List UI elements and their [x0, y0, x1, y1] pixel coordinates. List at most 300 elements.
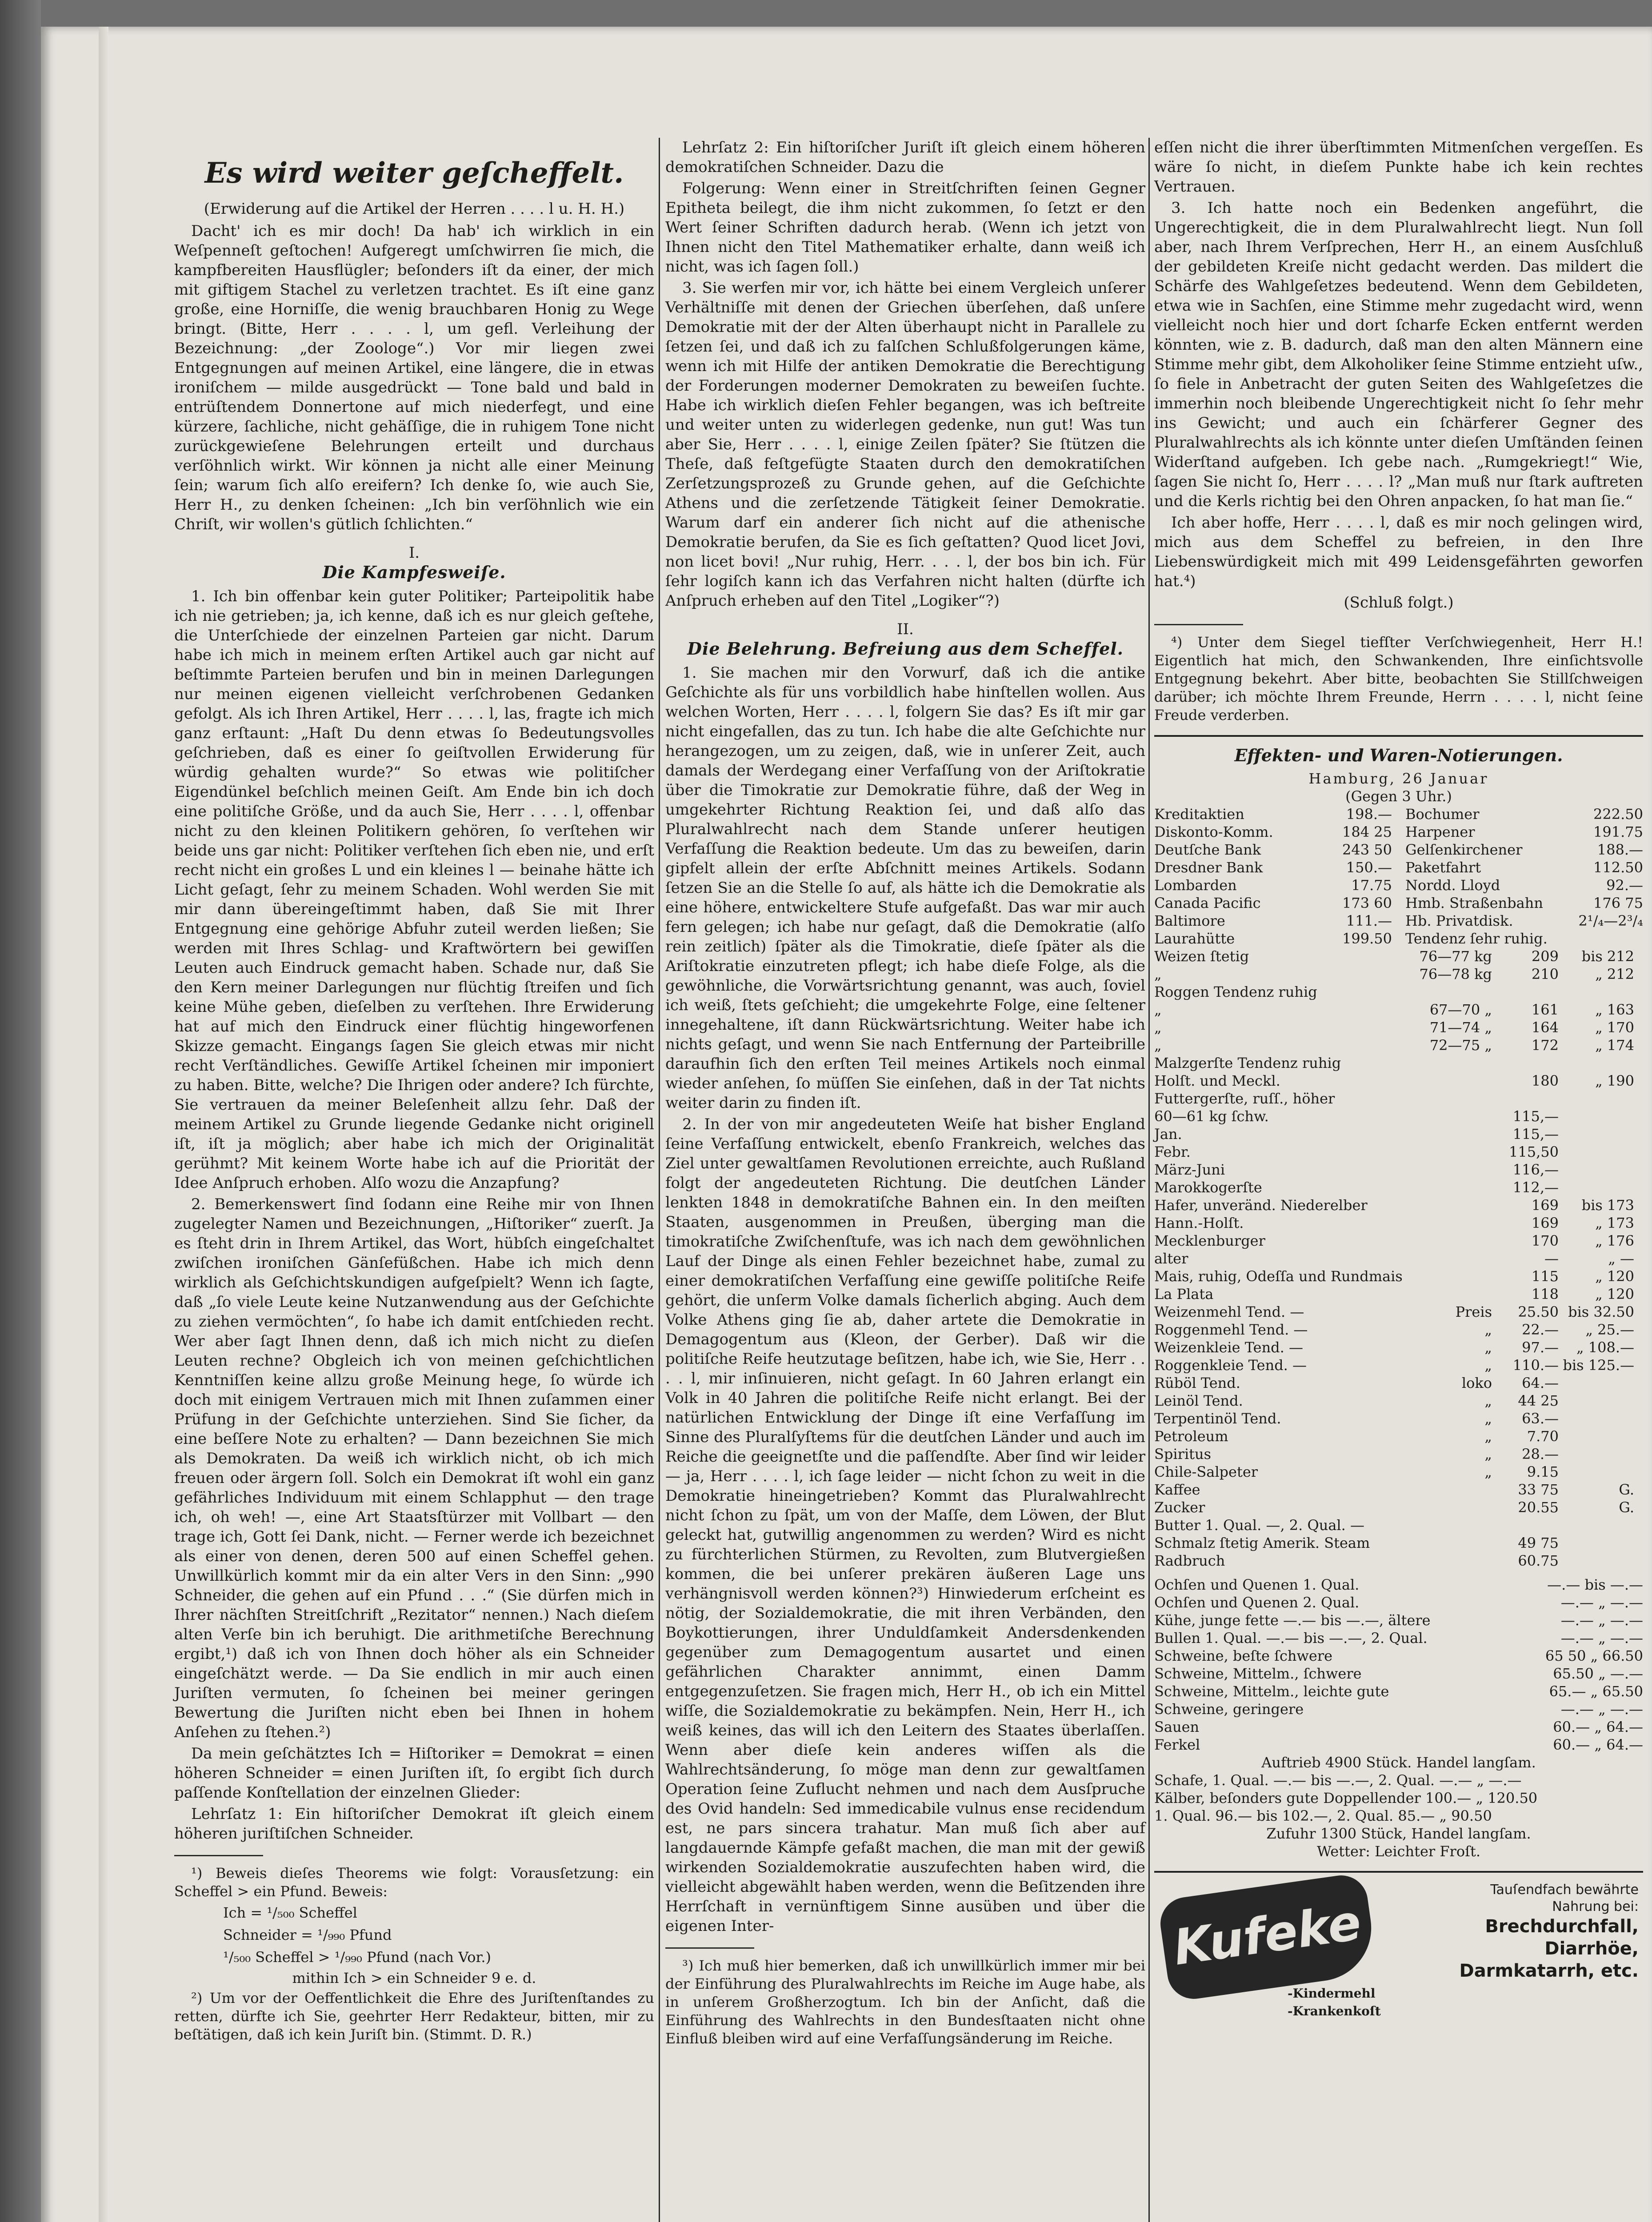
goods-cell: alter	[1154, 1250, 1188, 1267]
scan-edge	[0, 0, 41, 2222]
goods-cell	[1559, 1463, 1634, 1481]
stock-value: 176 75	[1593, 895, 1643, 911]
goods-cell: 164	[1531, 1019, 1559, 1036]
column-1	[174, 138, 654, 2046]
goods-cell	[1403, 1552, 1492, 1570]
column-rule	[659, 138, 660, 2222]
footnote-divider	[665, 1947, 754, 1949]
footnote-divider	[174, 1855, 263, 1856]
intro-paragraph: Dacht' ich es mir doch! Da hab' ich wirklich in ein Weſpenneſt geſtochen! Aufgeregt umſchwirren ſie mich, die kampfbereiten Hausflügler; beſonders iſt da einer, der mich mit giftigem Stachel zu verletzen trachtet. Es iſt eine ganz große, eine Horniſſe, die wenig brauchbaren Honig zu Wege bringt. (Bitte, Herr . . . . l, um gefl. Verleihung der Bezeichnung: „der Zoologe“.) Vor mir liegen zwei Entgegnungen auf meinen Artikel, eine längere, die in etwas ironiſchem — milde ausgedrückt — Tone bald und bald in entrüſtendem Donnertone auf mich niederfegt, und eine kürzere, ſachliche, nicht gehäſſige, die in ruhigem Tone nicht zurückgewieſene Belehrungen erteilt und durchaus verſöhnlich wirkt. Wir können ja nicht alle einer Meinung ſein; warum ſich alſo ereifern? Ich denke ſo, wie auch Sie, Herr H., zu denken ſcheinen: „Ich bin verſöhnlich wie ein Chriſt, wir wollen's gütlich ſchlichten.“	[174, 222, 654, 533]
auftrieb-line	[1154, 1754, 1643, 1771]
cattle-price: —.— „ —.—	[1560, 1612, 1643, 1629]
goods-cell	[1403, 1250, 1492, 1267]
goods-cell: „ 120	[1595, 1268, 1634, 1285]
stock-row	[1154, 894, 1392, 912]
goods-row	[1154, 947, 1643, 965]
cattle-name: Ochſen und Quenen 2. Qual.	[1154, 1594, 1360, 1611]
section-2-number: II.	[897, 620, 914, 638]
cattle-name: Schweine, beſte ſchwere	[1154, 1647, 1333, 1664]
ad-line: Diarrhöe,	[1544, 1938, 1639, 1959]
goods-cell	[1492, 983, 1559, 1001]
goods-cell: „	[1484, 1339, 1492, 1356]
goods-row	[1154, 1179, 1643, 1196]
goods-cell: 64.—	[1522, 1375, 1559, 1391]
goods-cell: 28.—	[1522, 1446, 1559, 1463]
goods-cell: Hafer, unveränd. Niederelber	[1154, 1197, 1368, 1214]
cattle-name: Kühe, junge fette —.— bis —.—, ältere	[1154, 1612, 1431, 1629]
footnote-formula: ¹/₅₀₀ Scheffel > ¹/₉₉₀ Pfund (nach Vor.)	[223, 1949, 491, 1966]
goods-row	[1154, 1054, 1643, 1072]
goods-cell: Preis	[1455, 1303, 1492, 1320]
goods-row	[1154, 1161, 1643, 1179]
footnote-divider	[1154, 624, 1243, 625]
newspaper-page	[41, 27, 1652, 2222]
goods-cell	[1403, 1267, 1492, 1285]
goods-cell: „ 25.—	[1585, 1321, 1634, 1338]
goods-row	[1154, 1232, 1643, 1250]
goods-cell	[1403, 1196, 1492, 1214]
stock-value: 184 25	[1342, 823, 1392, 840]
cattle-name: Schweine, geringere	[1154, 1701, 1304, 1718]
footnote: ³) Ich muß hier bemerken, daß ich unwillkürlich immer mir bei der Einführung des Pluralwahlrechts im Reiche im Auge habe, als in unſerem Großherzogtum. Ich bin der Anſicht, daß die Einführung des Wahlrechts in den Bundesſtaaten nicht ohne Einfluß bleiben wird auf eine Verfaſſungsänderung im Reiche.	[665, 1957, 1145, 2047]
cattle-name: Ferkel	[1154, 1736, 1200, 1753]
goods-cell	[1403, 1090, 1492, 1107]
calves-text: 1. Qual. 96.— bis 102.—, 2. Qual. 85.— „ 90.50	[1154, 1807, 1492, 1824]
cattle-row	[1154, 1682, 1643, 1700]
goods-cell	[1403, 1072, 1492, 1090]
goods-cell: 209	[1531, 948, 1559, 965]
goods-row	[1154, 1445, 1643, 1463]
goods-cell: 22.—	[1522, 1321, 1559, 1338]
goods-cell: „	[1484, 1446, 1492, 1463]
cattle-row	[1154, 1665, 1643, 1682]
body-paragraph: 2. In der von mir angedeuteten Weiſe hat bisher England ſeine Verfaſſung entwickelt, ebenſo Frankreich, welches das Ziel unter gewaltſamen Revolutionen erreichte, auch Rußland folgt der angedeuteten Richtung. Die deutſchen Länder lenkten 1848 in demokratiſche Bahnen ein. In den meiſten Staaten, ausgenommen in Preußen, überging man die timokratiſche Zwiſchenſtufe, was ich nach dem gewöhnlichen Lauf der Dinge als einen Fehler bezeichnet habe, zumal zu einer demokratiſchen Verfaſſung eine gewiſſe politiſche Reife gehört, die unſerm Volke damals ſicherlich abging. Auch dem Volke Athens ging ſie ab, daher artete die Demokratie in Demagogentum aus (Kleon, der Gerber). Daß wir die politiſche Reife heutzutage beſitzen, habe ich, wie Sie, Herr . . . . l, mir inſinuieren, nicht geſagt. In 60 Jahren erlangt ein Volk in 40 Jahren die politiſche Reife nicht erlangt. Bei der natürlichen Entwicklung der Dinge iſt eine Verfaſſung im Sinne des Pluralſyſtems für die deutſchen Länder und auch im Reiche die geeignetſte und die paſſendſte. Aber ſind wir leider — ja, Herr . . . . l, ich ſage leider — nicht ſchon zu weit in die Demokratie hineingetrieben? Kommt das Pluralwahlrecht nicht ſchon zu ſpät, um von der Maſſe, dem Löwen, der Blut geleckt hat, gutwillig angenommen zu werden? Wird es nicht zu fürchterlichen Stürmen, zu Revolten, zum Blutvergießen kommen, die bei unſerer prekären äußeren Lage uns verhängnisvoll werden können?³) Hinwiederum erſcheint es nötig, der Sozialdemokratie, die mit ihren Verbänden, den Boykottierungen, ihrer Unduldſamkeit Andersdenkenden gegenüber zum Demagogentum ausartet und einen gefährlichen Charakter annimmt, einen Damm entgegenzuſetzen. Sie fragen mich, Herr H., ob ich ein Mittel wiſſe, die Sozialdemokratie zu bekämpfen. Nein, Herr H., ich weiß keines, das will ich den Leitern des Staates überlaſſen. Wenn aber dieſe kein anderes wiſſen als die Wahlrechtsänderung, ſo möge man denn zur gewaltſamen Operation ſeine Zuflucht nehmen und nach dem Ausſpruche des Ovid handeln: Sed immedicabile vulnus ense recidendum est, ne pars sincera trahatur. Man muß ſich aber auf langdauernde Kämpfe gefaßt machen, die man mit der gewiß wirkenden Sozialdemokratie auszufechten haben wird, die vielleicht abgewählt haben werden, wenn die Beſitzenden ihre Herrſchaft in vernünftigem Sinne ausüben und über die eigenen Inter-	[665, 1115, 1145, 1935]
goods-row	[1154, 1410, 1643, 1427]
stock-row	[1405, 823, 1643, 841]
goods-cell: 72—75 „	[1429, 1037, 1492, 1054]
body-paragraph: 1. Sie machen mir den Vorwurf, daß ich die antike Geſchichte als für uns vorbildlich habe hinſtellen wollen. Aus welchen Worten, Herr . . . . l, folgern Sie das? Es iſt mir gar nicht eingefallen, das zu tun. Ich habe die alte Geſchichte nur herangezogen, um zu zeigen, daß, wie in unſerer Zeit, auch damals der Werdegang einer Verfaſſung von der Ariſtokratie über die Timokratie zur Demokratie führe, daß der Weg in umgekehrter Richtung Reaktion ſei, und daß alſo das Pluralwahlrecht nach dem Stande unſerer heutigen Verfaſſung die Reaktion bedeute. Um das zu beweiſen, darin gipfelt allein der erſte Abſchnitt meines Artikels. Sodann ſetzen Sie an die Stelle ſo auf, als hätte ich die Demokratie als eine höhere, entwickeltere Stufe aufgefaßt. Das war mir auch fern gelegen; ich habe nur geſagt, daß die Demokratie (alſo rein zeitlich) ſpäter als die Timokratie, dieſe ſpäter als die Ariſtokratie einzutreten pflegt; ich habe dieſe Folge, als die gewöhnliche, die Vorwärtsrichtung genannt, was auch, ſoviel ich weiß, ſtets geſchieht; die umgekehrte Folge, eine ſeltener innegehaltene, iſt dann Rückwärtsrichtung. Weiter habe ich nichts geſagt, und wenn Sie nach Entfernung der Parteibrille daraufhin ſich den erſten Teil meines Artikels noch einmal wieder anſehen, ſo müſſen Sie einſehen, daß in der Tat nichts weiter darin zu finden iſt.	[665, 664, 1145, 1112]
sheep-text: Schafe, 1. Qual. —.— bis —.—, 2. Qual. —.— „ —.—	[1154, 1772, 1522, 1789]
goods-row	[1154, 1214, 1643, 1232]
goods-cell	[1559, 1534, 1634, 1552]
stock-row	[1154, 823, 1392, 841]
goods-row	[1154, 1374, 1643, 1392]
goods-cell: Futtergerſte, ruſſ., höher	[1154, 1090, 1335, 1107]
goods-row	[1154, 1392, 1643, 1410]
goods-row	[1154, 983, 1643, 1001]
stock-name: Diskonto-Komm.	[1154, 823, 1273, 840]
goods-cell: Leinöl Tend.	[1154, 1392, 1243, 1409]
zufuhr-text: Zufuhr 1300 Stück, Handel langſam.	[1266, 1825, 1531, 1842]
goods-cell: 67—70 „	[1429, 1001, 1492, 1018]
goods-cell: Rüböl Tend.	[1154, 1375, 1240, 1391]
goods-cell: 161	[1531, 1001, 1559, 1018]
ad-line: Darmkatarrh, etc.	[1459, 1961, 1639, 1981]
stock-value: 199.50	[1342, 930, 1392, 947]
stock-row	[1154, 876, 1392, 894]
cattle-price: —.— „ —.—	[1560, 1630, 1643, 1647]
body-paragraph: Da mein geſchätztes Ich = Hiſtoriker = Demokrat = einen höheren Schneider = einen Juriſten iſt, ſo ergibt ſich durch paſſende Konſtellation der einzelnen Glieder:	[174, 1745, 654, 1802]
goods-cell: 9.15	[1527, 1463, 1559, 1480]
goods-cell: Chile-Salpeter	[1154, 1463, 1258, 1480]
goods-cell: 115	[1531, 1268, 1559, 1285]
goods-cell: „	[1154, 966, 1162, 983]
section-1-number: I.	[408, 544, 420, 562]
goods-row	[1154, 1036, 1643, 1054]
goods-cell: Jan.	[1154, 1126, 1182, 1143]
goods-cell: 60.75	[1518, 1552, 1559, 1569]
stock-name: Laurahütte	[1154, 930, 1235, 947]
body-paragraph: Lehrſatz 1: Ein hiſtoriſcher Demokrat iſt gleich einem höheren juriſtiſchen Schneider.	[174, 1805, 654, 1842]
goods-cell: G.	[1619, 1499, 1634, 1516]
footnote-formula: Schneider = ¹/₉₉₀ Pfund	[223, 1926, 392, 1943]
ad-divider	[1154, 1871, 1643, 1873]
goods-cell: 49 75	[1518, 1535, 1559, 1551]
goods-cell: „ 108.—	[1576, 1339, 1634, 1356]
goods-row	[1154, 1125, 1643, 1143]
goods-cell: 115,—	[1512, 1126, 1559, 1143]
goods-row	[1154, 1196, 1643, 1214]
cattle-price: —.— „ —.—	[1560, 1594, 1643, 1611]
goods-cell: 170	[1531, 1232, 1559, 1249]
goods-row	[1154, 1250, 1643, 1267]
calves-line	[1154, 1807, 1643, 1825]
goods-cell: Roggenkleie Tend. —	[1154, 1357, 1307, 1374]
goods-row	[1154, 1427, 1643, 1445]
goods-cell: 115,50	[1509, 1143, 1559, 1160]
auftrieb-text: Auftrieb 4900 Stück. Handel langſam.	[1261, 1754, 1536, 1771]
cattle-price: —.— „ —.—	[1560, 1701, 1643, 1718]
goods-row	[1154, 1285, 1643, 1303]
body-paragraph: Lehrſatz 2: Ein hiſtoriſcher Juriſt iſt gleich einem höheren demokratiſchen Schneider. Dazu die	[665, 139, 1145, 176]
goods-cell: bis 125.—	[1563, 1357, 1634, 1374]
goods-row	[1154, 965, 1643, 983]
to-be-continued: (Schluß folgt.)	[1344, 594, 1454, 611]
goods-cell: Radbruch	[1154, 1552, 1225, 1569]
cattle-name: Bullen 1. Qual. —.— bis —.—, 2. Qual.	[1154, 1630, 1428, 1647]
goods-cell	[1492, 1516, 1559, 1534]
cattle-row	[1154, 1611, 1643, 1629]
cattle-row	[1154, 1700, 1643, 1718]
goods-cell	[1559, 1143, 1634, 1161]
stock-name: Dresdner Bank	[1154, 859, 1263, 876]
goods-cell: Weizenmehl Tend. —	[1154, 1303, 1304, 1320]
goods-row	[1154, 1267, 1643, 1285]
goods-cell: „ 176	[1595, 1232, 1634, 1249]
cattle-row	[1154, 1594, 1643, 1611]
ad-subline: -Krankenkoſt	[1288, 2004, 1381, 2018]
goods-row	[1154, 1463, 1643, 1481]
goods-cell: 169	[1531, 1197, 1559, 1214]
stock-row	[1154, 930, 1392, 947]
kufeke-logo: Kufeke	[1157, 1872, 1378, 2002]
section-divider	[1154, 735, 1643, 737]
goods-cell	[1559, 983, 1634, 1001]
stock-row	[1405, 930, 1643, 947]
goods-cell: „	[1484, 1357, 1492, 1374]
column-3	[1154, 138, 1643, 2028]
goods-cell	[1403, 1125, 1492, 1143]
goods-cell	[1403, 1232, 1492, 1250]
goods-cell: G.	[1619, 1481, 1634, 1498]
cattle-row	[1154, 1736, 1643, 1754]
goods-cell: 76—78 kg	[1419, 966, 1492, 983]
ad-line: Tauſendfach bewährte	[1490, 1882, 1639, 1898]
market-place-date-text: Hamburg, 26 Januar	[1308, 770, 1489, 787]
stock-value: 222.50	[1593, 806, 1643, 823]
goods-cell: 115,—	[1512, 1108, 1559, 1125]
goods-cell: „ 174	[1595, 1037, 1634, 1054]
goods-row	[1154, 1339, 1643, 1356]
stock-row	[1405, 805, 1643, 823]
stock-row	[1405, 912, 1643, 930]
stock-name: Gelſenkirchener	[1405, 841, 1523, 858]
goods-cell	[1492, 1054, 1559, 1072]
calves-line	[1154, 1789, 1643, 1807]
goods-cell: 76—77 kg	[1419, 948, 1492, 965]
goods-row	[1154, 1552, 1643, 1570]
body-paragraph: 3. Ich hatte noch ein Bedenken angeführt, die Ungerechtigkeit, die in dem Pluralwahlrecht liegt. Nun ſoll aber, nach Ihrem Verſprechen, Herr H., an einem Ausſchluß der gebildeten Kreiſe nicht gedacht werden. Das mildert die Schärfe des Wahlgeſetzes bedeutend. Wenn dem Gebildeten, etwa wie in Sachſen, eine Stimme mehr zugedacht wird, wenn vielleicht noch hier und dort ſcharfe Ecken entfernt werden könnten, wie z. B. dadurch, daß man den alten Männern eine Stimme mehr gibt, dem Alkoholiker ſeine Stimme entzieht uſw., ſo fiele in Anbetracht der guten Seiten des Wahlgeſetzes die immerhin noch bleibende Ungerechtigkeit nicht ſo ſehr mehr ins Gewicht; und auch ein ſchärferer Gegner des Pluralwahlrechts als ich könnte unter dieſen Umſtänden ſeinen Widerſtand aufgeben. Ich gebe nach. „Rumgekriegt!“ Wie, ſagen Sie nicht ſo, Herr . . . . l? „Man muß nur ſtark auftreten und die Kerls richtig bei den Ohren anpacken, ſo hat man ſie.“	[1154, 199, 1643, 510]
goods-cell: „ 120	[1595, 1286, 1634, 1303]
ad-line: Brechdurchfall,	[1485, 1916, 1639, 1937]
goods-cell: „	[1154, 1037, 1162, 1054]
body-paragraph: 3. Sie werfen mir vor, ich hätte bei einem Vergleich unſerer Verhältniſſe mit denen der Griechen überſehen, daß unſere Demokratie mit der der Alten überhaupt nicht in Parallele zu ſetzen ſei, und daß ich zu falſchen Schlußfolgerungen käme, wenn ich mit Hilfe der antiken Demokratie die Berechtigung der Forderungen moderner Demokraten zu beweiſen ſuchte. Habe ich wirklich dieſen Fehler begangen, was ich beſtreite und weiter unten zu widerlegen gedenke, nun gut! Was tun aber Sie, Herr . . . . l, einige Zeilen ſpäter? Sie ſtützen die Theſe, daß feſtgefügte Staaten durch den demokratiſchen Zerſetzungsprozeß zu Grunde gehen, auf die Geſchichte Athens und die zerſetzende Tätigkeit ſeiner Demokratie. Warum darf ein anderer ſich nicht auf die athenische Demokratie berufen, da Sie es ſich geſtatten? Quod licet Jovi, non licet bovi! „Nur ruhig, Herr. . . . l, der bos bin ich. Für ſehr logiſch kann ich das Verfahren nicht halten (dürfte ich Anſpruch erheben auf den Titel „Logiker“?)	[665, 279, 1145, 610]
goods-row	[1154, 1499, 1643, 1516]
goods-cell: 110.—	[1512, 1357, 1559, 1374]
stock-row	[1405, 841, 1643, 859]
stock-name: Nordd. Lloyd	[1405, 877, 1500, 894]
advertisement	[1154, 1882, 1643, 2028]
stock-name: Harpener	[1405, 823, 1475, 840]
goods-row	[1154, 1516, 1643, 1534]
column-2	[665, 138, 1145, 2050]
goods-cell: „ 173	[1595, 1215, 1634, 1231]
goods-row	[1154, 1090, 1643, 1107]
goods-cell: „ 212	[1595, 966, 1634, 983]
stock-name: Baltimore	[1154, 912, 1225, 929]
goods-cell: „	[1154, 1019, 1162, 1036]
cattle-name: Schweine, Mittelm., leichte gute	[1154, 1683, 1389, 1700]
goods-cell: Zucker	[1154, 1499, 1205, 1516]
goods-cell: —	[1544, 1250, 1559, 1267]
goods-cell: 118	[1531, 1286, 1559, 1303]
goods-cell: Roggenmehl Tend. —	[1154, 1321, 1308, 1338]
goods-row	[1154, 1143, 1643, 1161]
footnote-formula: Ich = ¹/₅₀₀ Scheffel	[223, 1904, 357, 1921]
market-place-date	[1154, 770, 1643, 787]
goods-cell	[1559, 1054, 1634, 1072]
goods-cell: 180	[1531, 1072, 1559, 1089]
goods-cell: bis 32.50	[1568, 1303, 1634, 1320]
goods-cell: Holſt. und Meckl.	[1154, 1072, 1280, 1089]
goods-cell: „ —	[1608, 1250, 1634, 1267]
cattle-row	[1154, 1718, 1643, 1736]
body-paragraph: 1. Ich bin offenbar kein guter Politiker; Parteipolitik habe ich nie getrieben; ja, ich kenne, daß ich es nur gleich geſtehe, die Unterſchiede der einzelnen Parteien gar nicht. Darum habe ich mich in meinem erſten Artikel auch gar nicht auf beſtimmte Parteien berufen und bin in meinen Darlegungen nur meinen eigenen vielleicht verſchrobenen Gedanken gefolgt. Als ich Ihren Artikel, Herr . . . . l, las, fragte ich mich ganz erſtaunt: „Haſt Du denn etwas ſo Bedeutungsvolles geſchrieben, daß es einer ſo geiſtvollen Erwiderung für würdig gehalten wurde?“ So etwas wie politiſcher Eigendünkel beſchlich meinen Geiſt. Am Ende bin ich doch eine politiſche Größe, und da auch Sie, Herr . . . . l, offenbar nicht zu den kleinen Politikern gehören, ſo verſtehen wir beide uns gar nicht: Politiker verſtehen ſich eben nie, und erſt recht nicht ein großes L und ein kleines l — beinahe hätte ich Licht geſagt, ſehr zu meinem Schaden. Wohl werden Sie mit mir dann übereingeſtimmt haben, daß Sie mit Ihrer Entgegnung eine gehörige Abfuhr zuteil werden ließen; Sie werden mit Ihres Schlag- und Kraftwörtern bei gewiſſen Leuten auch Eindruck gemacht haben. Schade nur, daß Sie den Kern meiner Darlegungen nur flüchtig ſtreifen und ſich keine Mühe geben, dieſelben zu verſtehen. Ihre Erwiderung hat auf mich den Eindruck einer flüchtig hingeworfenen Skizze gemacht. Eingangs ſagen Sie gleich etwas mir nicht recht Verſtändliches. Gewiſſe Artikel ſcheinen mir imponiert zu haben. Bitte, welche? Die Ihrigen oder andere? Ich fürchte, Sie vertrauen da meiner Beleſenheit allzu ſehr. Daß der meinem Artikel zu Grunde liegende Gedanke nicht originell iſt, iſt ja möglich; aber habe ich mich der Originalität gerühmt? Mit keinem Worte habe ich auf die Priorität der Idee Anſpruch erhoben. Alſo wozu die Anzapfung?	[174, 587, 654, 1192]
goods-cell	[1559, 1516, 1634, 1534]
goods-cell	[1403, 1516, 1492, 1534]
goods-cell: „	[1484, 1428, 1492, 1445]
goods-cell	[1403, 1054, 1492, 1072]
stock-value: 243 50	[1342, 841, 1392, 858]
goods-cell: Kaffee	[1154, 1481, 1200, 1498]
calves-text: Kälber, beſonders gute Doppellender 100.— „ 120.50	[1154, 1790, 1538, 1806]
goods-cell: „	[1484, 1463, 1492, 1480]
cattle-price: —.— bis —.—	[1547, 1576, 1643, 1593]
goods-cell: loko	[1461, 1375, 1492, 1391]
market-title: Effekten- und Waren-Notierungen.	[1234, 745, 1563, 765]
stock-quotes	[1154, 805, 1643, 947]
stock-name: Tendenz ſehr ruhig.	[1405, 930, 1548, 947]
goods-cell: März-Juni	[1154, 1161, 1225, 1178]
goods-cell: Hann.-Holſt.	[1154, 1215, 1244, 1231]
goods-cell	[1403, 1481, 1492, 1499]
goods-cell: 97.—	[1522, 1339, 1559, 1356]
goods-cell: 44 25	[1518, 1392, 1559, 1409]
stock-value: 173 60	[1342, 895, 1392, 911]
stock-name: Paketfahrt	[1405, 859, 1481, 876]
footnote: ¹) Beweis dieſes Theorems wie folgt: Vorausſetzung: ein Scheffel > ein Pfund. Beweis:	[174, 1865, 654, 1900]
stock-name: Canada Pacific	[1154, 895, 1261, 911]
stock-value: 112.50	[1593, 859, 1643, 876]
goods-cell	[1559, 1392, 1634, 1410]
stock-value: 111.—	[1346, 912, 1392, 929]
goods-cell	[1559, 1125, 1634, 1143]
body-paragraph: Ich aber hoffe, Herr . . . . l, daß es mir noch gelingen wird, mich aus dem Scheffel zu befreien, in den Ihre Liebenswürdigkeit mich mit 499 Leidensgefährten geworfen hat.⁴)	[1154, 514, 1643, 590]
weather-text: Wetter: Leichter Froſt.	[1317, 1843, 1480, 1860]
goods-cell: Butter 1. Qual. —, 2. Qual. —	[1154, 1517, 1364, 1534]
stock-row	[1154, 841, 1392, 859]
cattle-price: 65 50 „ 66.50	[1545, 1647, 1643, 1664]
goods-cell	[1492, 1090, 1559, 1107]
goods-row	[1154, 1001, 1643, 1019]
cattle-name: Sauen	[1154, 1718, 1200, 1735]
body-paragraph: eſſen nicht die ihrer überſtimmten Mitmenſchen vergeſſen. Es wäre ſo nicht, in dieſem Punkte habe ich kein rechtes Vertrauen.	[1154, 139, 1643, 196]
cattle-price: 65.— „ 65.50	[1549, 1683, 1643, 1700]
stock-name: Kreditaktien	[1154, 806, 1244, 823]
goods-cell	[1559, 1090, 1634, 1107]
goods-cell	[1559, 1410, 1634, 1427]
stock-row	[1154, 912, 1392, 930]
goods-cell: 7.70	[1527, 1428, 1559, 1445]
stock-name: Lombarden	[1154, 877, 1237, 894]
goods-cell: Febr.	[1154, 1143, 1191, 1160]
goods-cell	[1403, 1107, 1492, 1125]
article-title: Es wird weiter geſcheffelt.	[204, 156, 624, 190]
goods-cell	[1403, 1499, 1492, 1516]
stock-name: Hmb. Straßenbahn	[1405, 895, 1543, 911]
goods-cell: „ 190	[1595, 1072, 1634, 1089]
article-subtitle: (Erwiderung auf die Artikel der Herren . . . . l u. H. H.)	[204, 200, 625, 218]
goods-cell: 71—74 „	[1429, 1019, 1492, 1036]
market-time-text: (Gegen 3 Uhr.)	[1345, 788, 1452, 805]
footnote-formula: mithin Ich > ein Schneider 9 e. d.	[292, 1970, 536, 1986]
stock-value: 2¹/₄—2³/₄	[1578, 912, 1643, 929]
ad-text	[1390, 1882, 1639, 1982]
goods-cell	[1559, 1427, 1634, 1445]
ad-subline: -Kindermehl	[1288, 1986, 1376, 2001]
goods-cell	[1559, 1107, 1634, 1125]
goods-cell: 33 75	[1518, 1481, 1559, 1498]
goods-cell: Weizenkleie Tend. —	[1154, 1339, 1303, 1356]
stock-row	[1405, 876, 1643, 894]
cattle-price: 60.— „ 64.—	[1553, 1718, 1643, 1735]
cattle-row	[1154, 1576, 1643, 1594]
goods-cell: Petroleum	[1154, 1428, 1228, 1445]
stock-value: 198.—	[1346, 806, 1392, 823]
goods-row	[1154, 1321, 1643, 1339]
market-time	[1154, 787, 1643, 805]
body-paragraph: Folgerung: Wenn einer in Streitſchriften ſeinen Gegner Epitheta beilegt, die ihm nicht zukommen, ſo ſetzt er den Wert ſeiner Schriften dadurch herab. (Wenn ich jetzt von Ihnen nicht den Titel Mathematiker erhalte, dann weiß ich nicht, was ich ſagen ſoll.)	[665, 180, 1145, 276]
ad-line: Nahrung bei:	[1552, 1899, 1639, 1914]
goods-cell	[1559, 1374, 1634, 1392]
goods-cell: „ 170	[1595, 1019, 1634, 1036]
goods-cell	[1403, 983, 1492, 1001]
section-1-title: Die Kampfesweiſe.	[322, 562, 506, 582]
goods-cell: Spiritus	[1154, 1446, 1212, 1463]
cattle-row	[1154, 1647, 1643, 1665]
goods-row	[1154, 1356, 1643, 1374]
sheep-line	[1154, 1771, 1643, 1789]
zufuhr-line	[1154, 1825, 1643, 1842]
goods-cell: „	[1154, 1001, 1162, 1018]
cattle-price: 60.— „ 64.—	[1553, 1736, 1643, 1753]
footnote: ²) Um vor der Oeffentlichkeit die Ehre des Juriſtenſtandes zu retten, dürfte ich Sie, geehrter Herr Redakteur, bitten, mir zu beſtätigen, daß ich kein Juriſt bin. (Stimmt. D. R.)	[174, 1990, 654, 2043]
goods-cell: „	[1484, 1410, 1492, 1427]
goods-cell: „	[1484, 1321, 1492, 1338]
goods-cell: „ 163	[1595, 1001, 1634, 1018]
stock-value: 150.—	[1346, 859, 1392, 876]
goods-cell	[1403, 1285, 1492, 1303]
goods-cell: 60—61 kg ſchw.	[1154, 1108, 1269, 1125]
goods-cell: Malzgerſte Tendenz ruhig	[1154, 1055, 1341, 1071]
stock-row	[1405, 894, 1643, 912]
goods-cell: Marokkogerſte	[1154, 1179, 1262, 1196]
goods-cell: 172	[1531, 1037, 1559, 1054]
stock-value: 17.75	[1351, 877, 1392, 894]
goods-cell: Mecklenburger	[1154, 1232, 1265, 1249]
goods-cell	[1559, 1552, 1634, 1570]
goods-cell: Terpentinöl Tend.	[1154, 1410, 1281, 1427]
goods-cell	[1403, 1179, 1492, 1196]
goods-cell: 63.—	[1522, 1410, 1559, 1427]
goods-cell: 210	[1531, 966, 1559, 983]
cattle-price: 65.50 „ —.—	[1553, 1665, 1643, 1682]
goods-cell: bis 212	[1581, 948, 1634, 965]
goods-cell	[1403, 1534, 1492, 1552]
cattle-row	[1154, 1629, 1643, 1647]
goods-row	[1154, 1481, 1643, 1499]
column-rule	[1148, 138, 1150, 2222]
stock-row	[1154, 859, 1392, 876]
goods-cell: 169	[1531, 1215, 1559, 1231]
stock-name: Hb. Privatdisk.	[1405, 912, 1513, 929]
goods-cell: Weizen ſtetig	[1154, 948, 1249, 965]
goods-cell: 116,—	[1512, 1161, 1559, 1178]
goods-cell	[1559, 1445, 1634, 1463]
stock-value: 191.75	[1593, 823, 1643, 840]
goods-cell	[1403, 1161, 1492, 1179]
goods-cell: Schmalz ſtetig Amerik. Steam	[1154, 1535, 1370, 1551]
body-paragraph: 2. Bemerkenswert ſind ſodann eine Reihe mir von Ihnen zugelegter Namen und Bezeichnungen, „Hiſtoriker“ zuerſt. Ja es ſteht drin in Ihrem Artikel, das Wort, hübſch eingeſchaltet zwiſchen ironiſchen Gänſefüßchen. Habe ich mich denn wirklich als Geſchichtskundigen aufgeſpielt? Wenn ich ſagte, daß „ſo viele Leute keine Nutzanwendung aus der Geſchichte zu ziehen vermöchten“, ſo habe ich damit entſchieden recht. Wer aber ſagt Ihnen denn, daß ich mich nicht zu dieſen Leuten rechne? Obgleich ich von meinen geſchichtlichen Kenntniſſen keine allzu große Meinung hege, ſo würde ich doch mit einigem Vertrauen mich mit Ihnen zuſammen einer Prüfung in der Geſchichte unterziehen. Sind Sie ſicher, da eine beſſere Note zu erhalten? — Dann bezeichnen Sie mich als Demokraten. Da weiß ich wirklich nicht, ob ich mich freuen oder ärgern ſoll. Solch ein Demokrat iſt wohl ein ganz gefährliches Individuum mit einem Schlapphut — den trage ich, oh weh! —, eine Art Staatsſtürzer mit Vollbart — den trage ich, Gott ſei Dank, nicht. — Ferner werde ich bezeichnet als einer von denen, deren 500 auf einen Scheffel gehen. Unwillkürlich kommt mir da ein alter Vers in den Sinn: „990 Schneider, die gehen auf ein Pfund . . .“ (Sie dürfen mich in Ihrer nächſten Streitſchrift „Rezitator“ nennen.) Nach dieſem alten Verſe bin ich beruhigt. Die arithmetiſche Berechnung ergibt,¹) daß ich von Ihnen doch höher als ein Schneider eingeſchätzt werde. — Da Sie endlich in mir auch einen Juriſten vermuten, ſo ſcheinen bei meiner geringen Bewertung die Juriſten nicht eben bei Ihnen in hohem Anſehen zu ſtehen.²)	[174, 1195, 654, 1741]
goods-cell	[1559, 1161, 1634, 1179]
goods-cell: „	[1484, 1392, 1492, 1409]
stock-row	[1405, 859, 1643, 876]
footnote: ⁴) Unter dem Siegel tiefſter Verſchwiegenheit, Herr H.! Eigentlich hat mich, den Schwankenden, Ihre einſichtsvolle Entgegnung bekehrt. Aber bitte, beobachten Sie Stillſchweigen darüber; ich möchte Ihrem Freunde, Herrn . . . . l, nicht ſeine Freude verderben.	[1154, 634, 1643, 723]
goods-cell: Roggen Tendenz ruhig	[1154, 983, 1317, 1000]
goods-cell: bis 173	[1581, 1197, 1634, 1214]
stock-row	[1154, 805, 1392, 823]
goods-cell: La Plata	[1154, 1286, 1214, 1303]
